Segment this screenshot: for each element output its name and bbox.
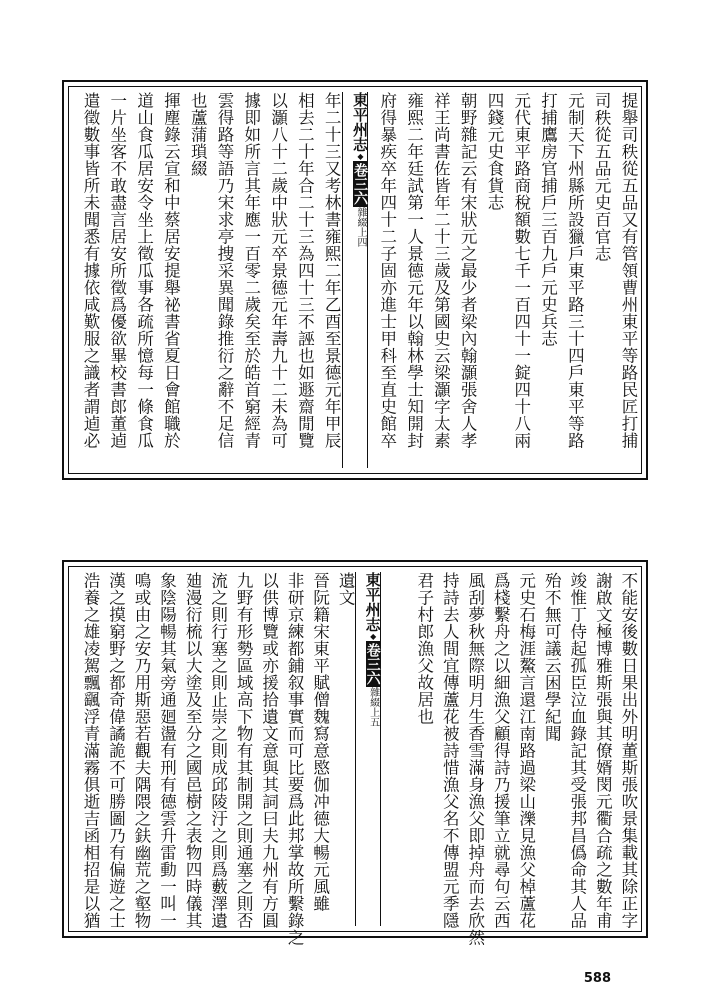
text-column: 風刮夢秋無際明月生香雪滿身漁父即掉舟而去欣然 <box>465 572 485 946</box>
text-column: 殆不無可議云困學紀聞 <box>542 572 562 742</box>
fish-tail-mark: ◆ <box>355 152 365 161</box>
center-leaf: 五 <box>367 717 379 727</box>
center-juan: 卷三六 <box>364 643 381 685</box>
page-number: 588 <box>583 971 611 986</box>
center-leaf: 四 <box>354 237 366 247</box>
text-column: 提舉司秩從五品又有管領曹州東平等路民匠打捕 <box>618 92 638 449</box>
center-title: 東平州志 <box>350 92 369 152</box>
center-section: 雜綴上 <box>354 207 366 237</box>
text-column: 鳴或由之安乃用斯惡若觀夫隅隈之鈇幽荒之壑物 <box>132 572 152 929</box>
text-column: 年二十三又考林書雍熙二年乙酉至景德元年甲辰 <box>322 92 342 449</box>
center-strip <box>342 92 368 468</box>
top-page <box>62 80 648 480</box>
text-column: 爲棧繫舟之以細漁父顧得詩乃援筆立就尋句云西 <box>491 572 511 929</box>
fish-tail-mark: ◆ <box>368 632 378 641</box>
text-column: 浩養之雄凌駕飄颻浮青滿霧俱逝吉函相招是以猶 <box>81 572 100 929</box>
text-column: 道山食瓜居安令坐上徵瓜事各疏所憶每一條食瓜 <box>134 92 154 449</box>
text-column: 朝野雜記云有宋狀元之最少者梁內翰灝張舍人孝 <box>458 92 478 449</box>
text-column: 元制天下州縣所設獵戶東平路三十四戶東平等路 <box>565 92 585 449</box>
text-column: 祥王尚書佐皆年二十三歲及第國史云梁灝字太素 <box>431 92 451 449</box>
text-column: 非研京練都鋪叙事實而可比要爲此邦掌故所繫錄之 <box>285 572 305 946</box>
text-column: 元代東平路商稅額數七千一百四十一錠四十八兩 <box>511 92 531 449</box>
text-column: 以供博覽或亦援拾遺文意與其詞曰夫九州有方圓 <box>259 572 279 929</box>
text-column: 一片坐客不敢盡言居安所徵爲優欲畢校書郎董逌 <box>107 92 127 449</box>
text-column: 也蘆蒲瑣綴 <box>188 92 208 177</box>
text-column: 司秩從五品元史百官志 <box>592 92 612 262</box>
bottom-page <box>62 560 648 946</box>
text-column: 晉阮籍宋東平賦僧魏寫意愍伽冲德大暢元風雖 <box>310 572 330 912</box>
text-column: 遣徵數事皆所未聞悉有據依咸歎服之識者謂逌必 <box>81 92 100 449</box>
text-column: 持詩去人間宜傳蘆花被詩惜漁父名不傳盟元季隱 <box>440 572 460 929</box>
text-column: 象陰陽暢其氣旁通廻盪有刑有德雲升雷動一叫一 <box>157 572 177 929</box>
text-column: 據即如所言其年應一百零二歲矣至於皓首窮經青 <box>241 92 261 449</box>
text-column: 竣惟丁侍起孤臣泣血錄記其受張邦昌僞命其人品 <box>567 572 587 929</box>
center-section: 雜綴上 <box>367 687 379 717</box>
text-column: 相去二十年合二十三為四十三不誣也如遯齋閒覽 <box>295 92 315 449</box>
text-column: 謝啟文極博雅斯張與其僚婿閔元衢合疏之數年甫 <box>593 572 613 929</box>
text-column: 九野有形勢區域高下物有其制開之則通塞之則否 <box>234 572 254 929</box>
text-column: 打捕鷹房官捕戶三百九戶元史兵志 <box>538 92 558 347</box>
text-column: 廸漫衍梳以大塗及至分之國邑樹之表物四時儀其 <box>183 572 203 929</box>
text-column: 遺文 <box>336 572 356 606</box>
top-text-columns <box>74 92 636 468</box>
text-column: 雲得路等語乃宋求亭捜采異聞錄推衍之辭不足信 <box>214 92 234 449</box>
bottom-text-columns <box>74 572 638 946</box>
center-strip <box>355 572 381 926</box>
text-column: 府得暴疾卒年四十二子固亦進士甲科至直史館卒 <box>377 92 397 449</box>
text-column: 以灝八十二歲中狀元卒景德元年壽九十二未為可 <box>268 92 288 449</box>
text-column: 揮塵錄云宣和中蔡居安提舉祕書省夏日會館職於 <box>161 92 181 449</box>
text-column: 雍熙二年廷試第一人景德元年以翰林學士知開封 <box>404 92 424 449</box>
text-column: 不能安後數日果出外明董斯張吹景集載其除正字 <box>618 572 638 929</box>
text-column: 君子村郎漁父故居也 <box>414 572 434 725</box>
text-column: 四錢元史食貨志 <box>484 92 504 211</box>
text-column: 元史石梅涯鰲言還江南路過梁山濼見漁父棹蘆花 <box>516 572 536 929</box>
center-title: 東平州志 <box>363 572 382 632</box>
text-column: 漢之摸窮野之都奇偉譎詭不可勝圖乃有偏遊之士 <box>106 572 126 929</box>
text-column: 流之則行塞之則止崇之則成邱陵汙之則爲藪澤遺 <box>208 572 228 929</box>
text-column <box>382 572 406 926</box>
center-juan: 卷三六 <box>351 163 368 205</box>
